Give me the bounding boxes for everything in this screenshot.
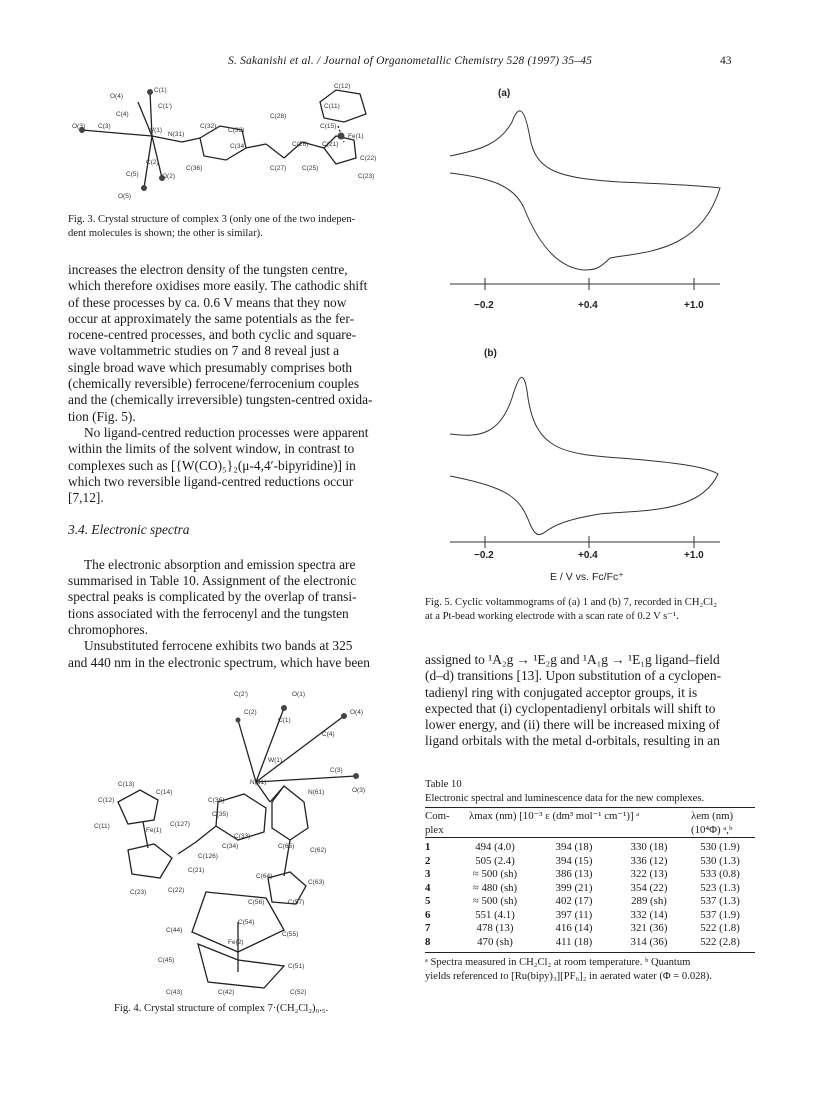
svg-text:C(1): C(1) (154, 87, 167, 94)
svg-text:C(12): C(12) (98, 797, 115, 804)
fig3-structure-drawing (70, 78, 400, 210)
svg-text:C(36): C(36) (186, 165, 203, 172)
svg-text:C(126): C(126) (198, 853, 218, 860)
table-cell: 3 (425, 868, 431, 880)
table-cell: 537 (1.9) (700, 908, 740, 921)
table-cell: 470 (sh) (477, 935, 513, 948)
table-cell: 336 (12) (630, 854, 668, 867)
header-cell (685, 810, 755, 837)
svg-text:C(23): C(23) (130, 889, 147, 896)
table-cell: 394 (15) (555, 854, 593, 867)
section-heading: 3.4. Electronic spectra (68, 522, 190, 538)
text-line: rocene-centred processes, and both cyclic and square- (68, 327, 357, 343)
data-table (425, 810, 755, 949)
table-cell: 8 (425, 935, 431, 948)
table-cell: 537 (1.3) (700, 895, 740, 907)
fig4-caption: Fig. 4. Crystal structure of complex 7·(CH₂Cl₂)₀.₅. (114, 1003, 329, 1014)
x-axis-label: E / V vs. Fc/Fc⁺ (550, 571, 624, 583)
svg-text:C(11): C(11) (94, 823, 110, 830)
header-text: λem (nm) (691, 810, 734, 822)
table-cell: 551 (4.1) (475, 908, 515, 921)
table-row (425, 895, 755, 909)
fig4-structure-drawing (88, 682, 378, 1002)
svg-text:C(22): C(22) (168, 887, 185, 894)
svg-text:C(36): C(36) (208, 797, 225, 804)
page-number: 43 (720, 55, 732, 67)
svg-text:O(4): O(4) (350, 709, 363, 716)
svg-text:C(4): C(4) (322, 731, 335, 738)
left-column-text (68, 262, 404, 671)
table-header-row (425, 810, 755, 837)
text-line: single broad wave which presumably comprises both (68, 359, 353, 375)
paragraph-4 (68, 638, 404, 671)
table-cell: 399 (21) (555, 881, 593, 894)
text-line: occur at approximately the same potentials as the fer- (68, 310, 355, 326)
svg-text:N(31): N(31) (250, 779, 267, 786)
table-cell: 505 (2.4) (475, 854, 515, 867)
table-cell: 321 (36) (630, 922, 668, 934)
table-cell: 322 (13) (630, 868, 668, 880)
table-cell: 2 (425, 854, 431, 867)
table-cell: 411 (18) (555, 935, 593, 948)
table-cell: 402 (17) (555, 895, 593, 907)
svg-text:C(2'): C(2') (234, 691, 248, 698)
text-line: of these processes by ca. 0.6 V means that they now (68, 294, 347, 310)
svg-text:O(3): O(3) (352, 787, 365, 794)
tick-label: +0.4 (578, 550, 598, 561)
table-cell: 522 (1.8) (700, 922, 740, 934)
svg-text:C(25): C(25) (302, 165, 319, 172)
svg-text:C(34): C(34) (230, 143, 247, 150)
text-line: increases the electron density of the tungsten centre, (68, 262, 348, 277)
table-cell: ≈ 500 (sh) (472, 868, 518, 880)
table-bottom-rule (425, 952, 755, 953)
panel-b-label: (b) (484, 348, 497, 359)
text-line: ligand orbitals with the metal d-orbitals, resulting in an (425, 733, 720, 749)
svg-text:C(1): C(1) (278, 717, 291, 724)
svg-text:O(3): O(3) (72, 123, 85, 130)
svg-text:Fe(1): Fe(1) (146, 827, 162, 834)
table-cell: 394 (18) (555, 841, 593, 853)
text-line: and the (chemically irreversible) tungsten-centred oxida- (68, 392, 373, 408)
tick-label: −0.2 (474, 300, 494, 311)
cv-trace-b (450, 377, 718, 534)
svg-text:C(43): C(43) (166, 989, 183, 996)
fig5-caption (425, 596, 755, 623)
text-line: (d–d) transitions [13]. Upon substitution of a cyclopen- (425, 668, 722, 684)
text-line: chromophores. (68, 621, 148, 637)
table-cell: 523 (1.3) (700, 881, 740, 894)
table-cell: 1 (425, 841, 431, 853)
svg-text:C(62): C(62) (310, 847, 327, 854)
paragraph-1 (68, 262, 404, 425)
text-line: tadienyl ring with conjugated acceptor groups, it is (425, 684, 698, 700)
table-cell: 416 (14) (555, 922, 593, 934)
footnote-line: ᵃ Spectra measured in CH₂Cl₂ at room temperature. ᵇ Quantum (425, 957, 691, 968)
text-line: summarised in Table 10. Assignment of the electronic (68, 573, 357, 589)
svg-text:C(65): C(65) (278, 843, 295, 850)
table-cell: 530 (1.9) (700, 841, 740, 853)
table-row (425, 841, 755, 855)
table-cell: ≈ 480 (sh) (472, 881, 518, 894)
svg-text:C(22): C(22) (360, 155, 377, 162)
svg-text:C(52): C(52) (290, 989, 307, 996)
table-header-rule (425, 837, 755, 838)
text-line: assigned to ¹A₂g → ¹E₂g and ¹A₁g → ¹E₁g ligand–field (425, 652, 720, 667)
svg-text:C(55): C(55) (282, 931, 299, 938)
text-line: The electronic absorption and emission spectra are (84, 556, 356, 572)
svg-text:C(54): C(54) (238, 919, 255, 926)
svg-text:C(33): C(33) (228, 127, 245, 134)
table-cell: 6 (425, 908, 431, 921)
paragraph-3 (68, 557, 404, 638)
svg-text:O(2): O(2) (162, 173, 175, 180)
table-cell: 494 (4.0) (475, 841, 515, 853)
svg-text:C(3): C(3) (330, 767, 343, 774)
fig5-voltammograms (420, 78, 766, 590)
svg-text:C(4): C(4) (116, 111, 129, 118)
table-cell: 5 (425, 895, 431, 907)
text-line: spectral peaks is complicated by the overlap of transi- (68, 589, 357, 605)
header-text: (10⁴Φ) ᵃ,ᵇ (691, 823, 733, 836)
svg-text:C(45): C(45) (158, 957, 175, 964)
fig5-caption-line: Fig. 5. Cyclic voltammograms of (a) 1 and (b) 7, recorded in CH₂Cl₂ (425, 597, 717, 608)
text-line: [7,12]. (68, 490, 104, 506)
tick-label: +0.4 (578, 300, 598, 311)
svg-text:O(5): O(5) (118, 193, 131, 200)
svg-text:C(12): C(12) (334, 83, 351, 90)
table-row (425, 868, 755, 882)
svg-text:C(2): C(2) (146, 159, 159, 166)
svg-text:C(21): C(21) (322, 141, 339, 148)
tick-label: −0.2 (474, 550, 494, 561)
svg-text:C(26): C(26) (292, 141, 309, 148)
footnote-line: yields referenced to [Ru(bipy)₃][PF₆]₂ in aerated water (Φ = 0.028). (425, 970, 712, 982)
table-cell: 397 (11) (555, 908, 593, 921)
svg-text:C(63): C(63) (308, 879, 325, 886)
svg-text:C(56): C(56) (248, 899, 265, 906)
table-footnote (425, 956, 755, 983)
table-row (425, 909, 755, 923)
svg-text:C(21): C(21) (188, 867, 205, 874)
table-cell: ≈ 500 (sh) (472, 895, 518, 907)
table-subtitle: Electronic spectral and luminescence data for the new complexes. (425, 792, 705, 804)
table-row (425, 922, 755, 936)
table-cell: 289 (sh) (631, 895, 667, 907)
table-cell: 354 (22) (630, 881, 668, 894)
tick-label: +1.0 (684, 300, 704, 311)
svg-text:C(33): C(33) (234, 833, 251, 840)
text-line: tions associated with the ferrocenyl and the tungsten (68, 605, 349, 621)
table-row (425, 855, 755, 869)
header-text: Com- (425, 810, 450, 822)
table-10 (425, 778, 755, 983)
svg-text:C(15): C(15) (320, 123, 337, 130)
svg-text:C(5): C(5) (126, 171, 139, 178)
svg-text:C(42): C(42) (218, 989, 235, 996)
tick-label: +1.0 (684, 550, 704, 561)
svg-text:C(51): C(51) (288, 963, 305, 970)
text-line: expected that (i) cyclopentadienyl orbitals will shift to (425, 700, 716, 716)
table-title: Table 10 (425, 779, 462, 790)
svg-text:C(11): C(11) (324, 103, 340, 110)
svg-text:C(14): C(14) (156, 789, 173, 796)
fig5-caption-line: at a Pt-bead working electrode with a scan rate of 0.2 V s⁻¹. (425, 610, 679, 622)
table-cell: 533 (0.8) (700, 868, 740, 880)
text-line: Unsubstituted ferrocene exhibits two bands at 325 (84, 638, 353, 654)
svg-text:C(2): C(2) (244, 709, 257, 716)
table-cell: 332 (14) (630, 908, 668, 921)
svg-text:O(4): O(4) (110, 93, 123, 100)
svg-text:C(35): C(35) (212, 811, 229, 818)
table-row (425, 882, 755, 896)
table-cell: 522 (2.8) (700, 935, 740, 948)
svg-text:O(1): O(1) (292, 691, 305, 698)
text-line: and 440 nm in the electronic spectrum, which have been (68, 654, 370, 670)
table-row (425, 936, 755, 950)
cv-trace-a (450, 111, 720, 270)
text-line: No ligand-centred reduction processes were apparent (84, 424, 369, 440)
panel-a-label: (a) (498, 88, 511, 99)
text-line: which therefore oxidises more easily. The cathodic shift (68, 278, 368, 294)
table-cell: 7 (425, 922, 431, 934)
table-cell: 530 (1.3) (700, 854, 740, 867)
text-line: which two reversible ligand-centred reductions occur (68, 473, 354, 489)
text-line: complexes such as [{W(CO)₅}₂(μ-4,4′-bipyridine)] in (68, 457, 356, 473)
svg-text:C(32): C(32) (200, 123, 217, 130)
header-text: plex (425, 823, 444, 836)
svg-text:N(61): N(61) (308, 789, 325, 796)
svg-text:C(27): C(27) (270, 165, 287, 172)
header-cell (425, 810, 455, 837)
svg-text:Fe(1): Fe(1) (348, 133, 364, 140)
svg-text:C(44): C(44) (166, 927, 183, 934)
svg-text:C(1'): C(1') (158, 103, 172, 110)
svg-text:C(3): C(3) (98, 123, 111, 130)
table-cell: 386 (13) (555, 868, 593, 880)
right-column-text (425, 652, 755, 750)
text-line: lower energy, and (ii) there will be increased mixing of (425, 717, 720, 733)
header-cell: λmax (nm) [10⁻³ ε (dm³ mol⁻¹ cm⁻¹)] ᵃ (469, 810, 640, 822)
paragraph-2 (68, 425, 404, 506)
running-header: S. Sakanishi et al. / Journal of Organometallic Chemistry 528 (1997) 35–45 (228, 55, 593, 67)
svg-text:W(1): W(1) (148, 127, 163, 134)
text-line: within the limits of the solvent window, in contrast to (68, 441, 355, 457)
svg-text:W(1): W(1) (268, 757, 283, 764)
text-line: tion (Fig. 5). (68, 408, 136, 424)
text-line: wave voltammetric studies on 7 and 8 reveal just a (68, 343, 340, 359)
table-cell: 314 (36) (630, 935, 668, 948)
svg-text:C(34): C(34) (222, 843, 239, 850)
svg-text:C(13): C(13) (118, 781, 135, 788)
table-cell: 4 (425, 881, 431, 894)
fig3-caption (68, 213, 404, 240)
fig3-caption-line: Fig. 3. Crystal structure of complex 3 (only one of the two indepen- (68, 214, 356, 225)
table-cell: 478 (13) (476, 922, 514, 934)
svg-text:C(127): C(127) (170, 821, 190, 828)
svg-text:C(64): C(64) (256, 873, 273, 880)
svg-text:C(23): C(23) (358, 173, 375, 180)
text-line: (chemically reversible) ferrocene/ferrocenium couples (68, 376, 360, 392)
svg-text:C(28): C(28) (270, 113, 287, 120)
table-cell: 330 (18) (630, 841, 668, 853)
table-top-rule (425, 807, 755, 808)
fig3-caption-line: dent molecules is shown; the other is similar). (68, 227, 263, 239)
svg-text:Fe(2): Fe(2) (228, 939, 244, 946)
svg-text:N(31): N(31) (168, 131, 185, 138)
svg-text:C(57): C(57) (288, 899, 305, 906)
